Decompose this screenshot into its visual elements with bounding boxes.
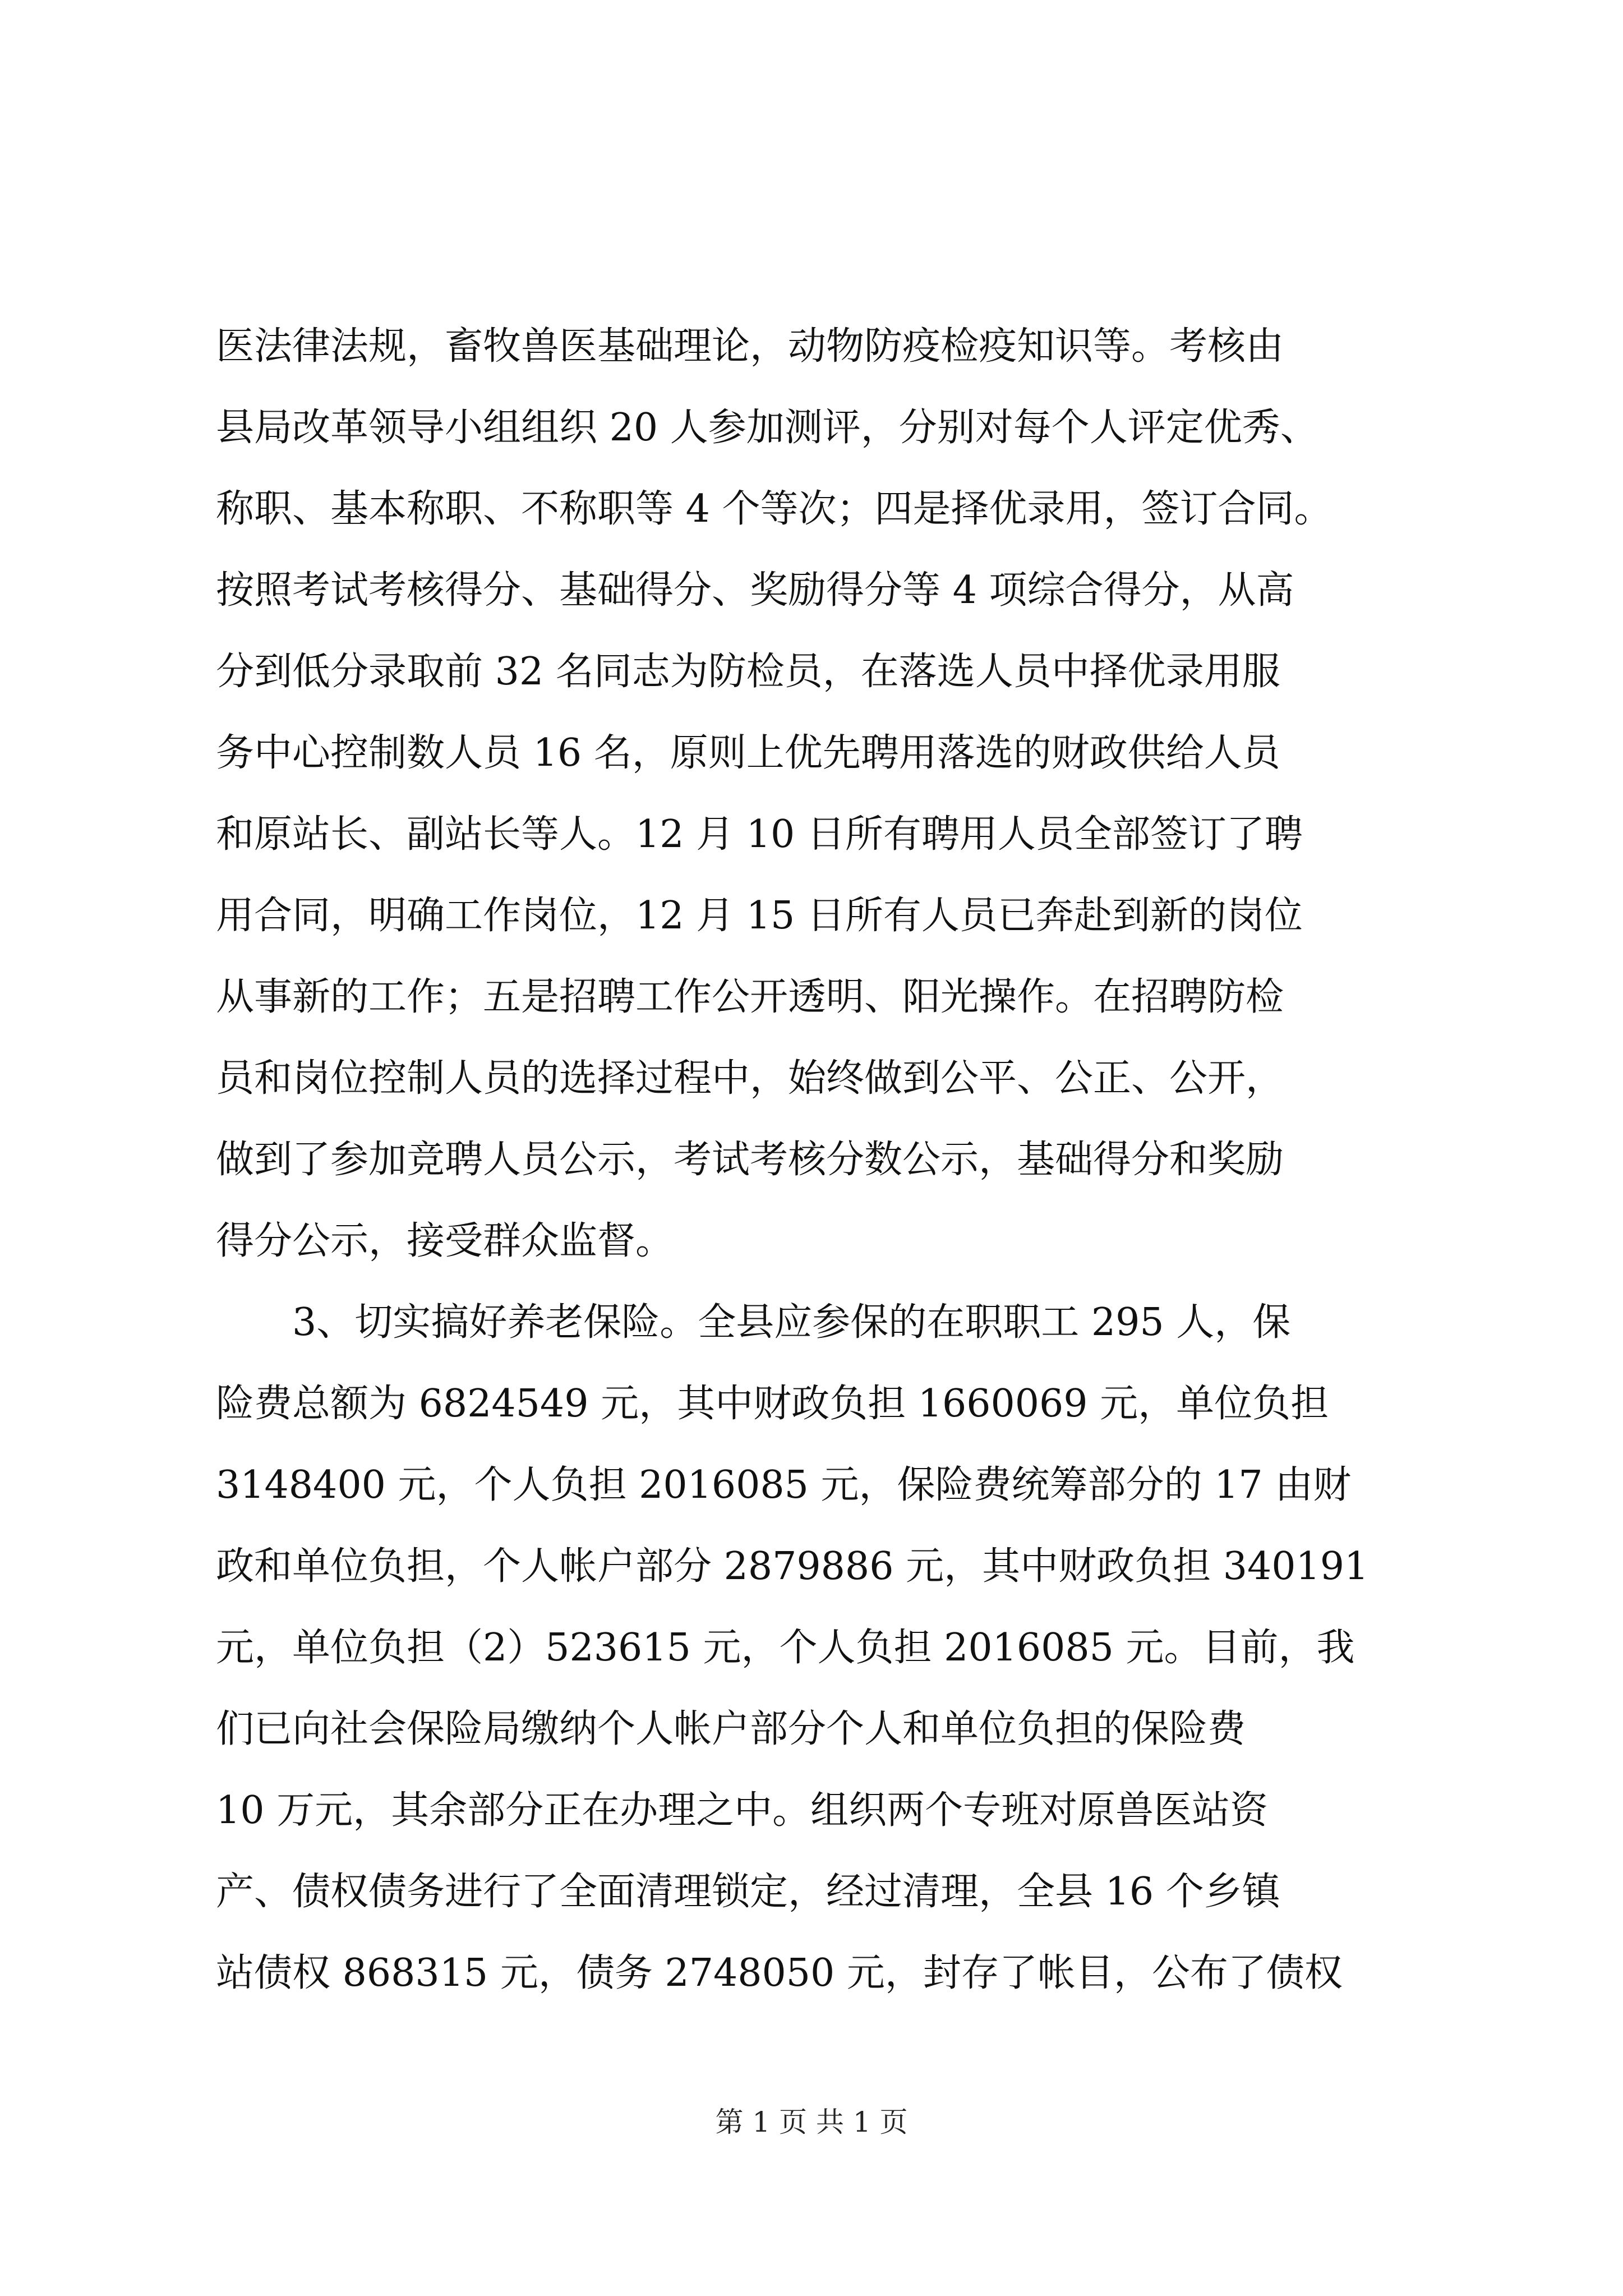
text-line: 险费总额为 6824549 元，其中财政负担 1660069 元，单位负担 [216,1382,1329,1426]
text-line: 分到低分录取前 32 名同志为防检员，在落选人员中择优录用服 [216,650,1280,694]
text-line: 元，单位负担（2）523615 元，个人负担 2016085 元。目前，我 [216,1626,1355,1670]
text-line: 3148400 元，个人负担 2016085 元，保险费统筹部分的 17 由财 [216,1463,1352,1507]
document-body [216,306,1469,2014]
text-line: 员和岗位控制人员的选择过程中，始终做到公平、公正、公开， [216,1056,1284,1101]
text-line: 用合同，明确工作岗位，12 月 15 日所有人员已奔赴到新的岗位 [216,894,1303,938]
paragraph-start-line: 3、切实搞好养老保险。全县应参保的在职职工 295 人，保 [292,1300,1291,1345]
text-line: 们已向社会保险局缴纳个人帐户部分个人和单位负担的保险费 [216,1707,1246,1751]
page-number-label: 第 1 页 共 1 页 [715,2106,908,2138]
text-line: 从事新的工作；五是招聘工作公开透明、阳光操作。在招聘防检 [216,975,1284,1019]
text-line: 产、债权债务进行了全面清理锁定，经过清理，全县 16 个乡镇 [216,1870,1280,1914]
text-line: 县局改革领导小组组织 20 人参加测评，分别对每个人评定优秀、 [216,406,1318,450]
text-line: 医法律法规，畜牧兽医基础理论，动物防疫检疫知识等。考核由 [216,324,1284,369]
text-line: 站债权 868315 元，债务 2748050 元，封存了帐目，公布了债权 [216,1951,1343,1995]
text-line: 10 万元，其余部分正在办理之中。组织两个专班对原兽医站资 [216,1788,1269,1833]
text-line: 政和单位负担，个人帐户部分 2879886 元，其中财政负担 340191 [216,1544,1369,1589]
text-line: 按照考试考核得分、基础得分、奖励得分等 4 项综合得分，从高 [216,568,1294,613]
text-line: 做到了参加竞聘人员公示，考试考核分数公示，基础得分和奖励 [216,1138,1284,1182]
text-line: 称职、基本称职、不称职等 4 个等次；四是择优录用，签订合同。 [216,487,1332,531]
text-line: 得分公示，接受群众监督。 [216,1219,674,1263]
text-line: 和原站长、副站长等人。12 月 10 日所有聘用人员全部签订了聘 [216,812,1303,857]
text-line: 务中心控制数人员 16 名，原则上优先聘用落选的财政供给人员 [216,731,1280,775]
page-footer [0,2102,1623,2142]
